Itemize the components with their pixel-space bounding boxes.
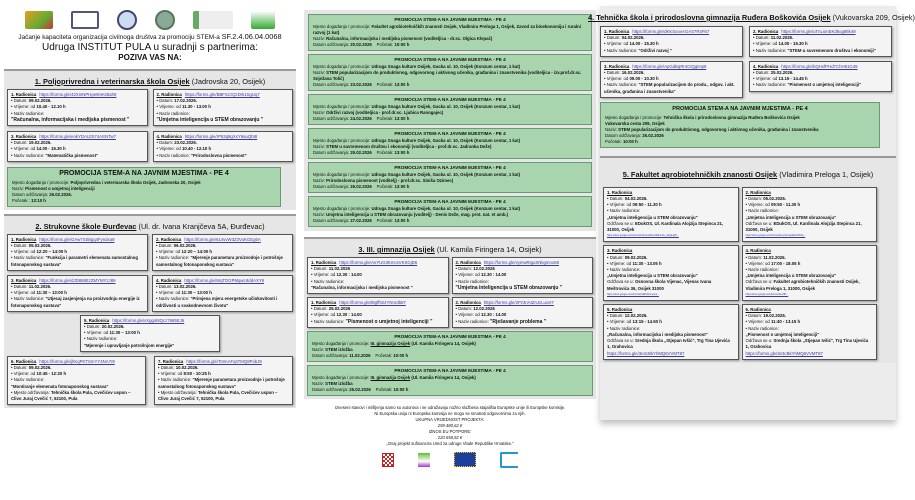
promo-box: PROMOCIJA STEM-A NA JAVNIM MJESTIMA - PE 4 Mjesto događanja / promocije: Tehnička škola i prirodoslovna gimnazija Ruđera Boškovića Osijek Vukovarska cesta 209, Osijek Naziv: STEM popularizacijom do produktivnog, odgovornog i aktivnog učenika, građanina i znanstvenika Datum održavanja: 26.02.2026 Početak: 10:00 h [600,102,880,148]
registration-link[interactable]: https://docs.google.com/forms/d/1aHH... [745,292,789,296]
promo-box: PROMOCIJA STEM-A NA JAVNIM MJESTIMA - PE 4 Mjesto događanja / promocije: III. gimnazija Osijek (Ul. Kamila Firingera 14, Osijek) Naziv: STEM izložba Datum održavanja: 25.02.2026 Početak: 10:00 h [307,365,593,396]
funding-footer [304,405,596,468]
school-section-2 [4,214,296,408]
round-school-logo [117,10,137,30]
organizer-line: Udruga INSTITUT PULA u suradnji s partnerima: [41,42,258,53]
registration-link[interactable]: https://forms.gle/xXgg4i8Qcz7665EJ6 [112,317,185,323]
registration-link[interactable]: https://docs.google.com/forms/d/1oeLtKxwj4baUtr5GQ... [745,234,806,238]
workshop-card: 5. Radionica • Datum: 12.02.2026. • Vrijeme: od 13:15 - 14.50 h • Naziv radionice: „Računalna, informacijska i medijska pismenost" Održava se u: Srednja škola „Stjepan Ivšić", Trg Tina Ujevića 1, Orahovica https://forms.gle/3e3cBkYhMQ6VVMT87 [603,304,739,360]
registration-link[interactable]: https://forms.gle/rP53q9gXxY9auQbt8 [184,134,258,140]
djurdjevac-school-logo [155,10,175,30]
registration-link[interactable]: https://forms.gle/614vvW3Z3VoKGEg6A [184,236,261,242]
workshop-card: 5. Radionica https://forms.gle/xXgg4i8Qcz7665EJ6 • Datum: 20.02.2026. • Vrijeme: od 11:30 – 13:00 h • Naziv radionice: "Mjerenje i upravljanje potrošnjom energije" [80,315,220,352]
eu-support-label: IZNOS EU POTPORE: [428,428,472,434]
registration-link[interactable]: https://forms.gle/dJD868EzZMYMYzJ89 [39,277,116,283]
workshop-card: 4. Radionica https://forms.gle/WqTDGPMqwL9ddAXY9 • Datum: 13.02.2026. • Vrijeme: od 11:30 – 13:00 h • Naziv radionice: "Primjena mjera energetske učinkovitosti i održivosti u svakodnevnom životu" [152,275,293,312]
workshop-card: 6. Radionica • Datum: 19.02.2026. • Vrijeme: od 11:40 - 13.15 h • Naziv radionice: „Pismenost o umjetnoj inteligenciji" Održava se u: Srednja škola „Stjepan Ivšić", Trg Tina Ujevića 1, Orahovica https://forms.gle/3e3cBkYhMQ6VVMT87 [742,304,878,360]
registration-link[interactable]: https://forms.gle/3e3cBkYhMQ6VVMT87 [745,350,823,356]
workshop-card: 3. Radionica https://forms.gle/ApGdBqRr4CtQgtHp8 • Datum: 16.02.2026. • Vrijeme: od 09.00 - 10.30 h • Naziv radionice: "STEM popularizacijom do produ., odgov. i akt. učenika, građanina i znanstvenika" [600,61,743,98]
registration-link[interactable]: https://forms.gle/eokYDAUz574ASNTw7 [39,134,116,140]
school-section-3 [304,237,596,399]
registration-link[interactable]: https://forms.gle/Tc8AAFqsTMQ8PobJ9 [186,358,262,364]
eu-flag-logo [454,452,476,467]
registration-link[interactable]: https://docs.google.com/forms/d/1AmtuwRmLbMbmSn_wkQaJgKl... [607,234,679,238]
workshop-card: 7. Radionica https://forms.gle/Tc8AAFqsTMQ8PobJ9 • Datum: 10.02.2026. • Vrijeme: od 8:50 - 10:25 h • Naziv radionice: "Mjerenje parametara proizvodnje i potrošnje samostalnog fotonaponskog sustava" • Mjesto održavanja: Tehnička škola Pula, Cvečićev uspon – Clivo Juraj Cvečić 7, 52100, Pula [154,356,293,405]
promo-box: PROMOCIJA STEM-A NA JAVNIM MJESTIMA - PE 4 Mjesto događanja / promocije: Poljoprivredna i veterinarska škola Osijek, Jadrovska 20, Osijek Naziv: Pismenost o umjetnoj inteligenciji Datum održavanja: 26.02.2026. Početak : 13:10 h [7,167,281,207]
registration-link[interactable]: https://forms.gle/bQHvfPHd7ChH81G49 [781,63,858,69]
workshop-card: 4. Radionica https://forms.gle/rP53q9gXxY9auQbt8 • Datum: 23.02.2026. • Vrijeme: od 10.40 - 12.10 h • Naziv radionice: "Prirodoslovna pismenost" [153,131,294,162]
school-title: 5. Fakultet agrobiotehničkih znanosti Osijek (Vladimira Preloga 1, Osijek) [622,169,874,179]
school-title: 1. Poljoprivredna i veterinarska škola Osijek (Jadrovska 20, Osijek) [34,77,266,86]
registration-link[interactable]: https://forms.gle/2Pz3nAtZnJcLuxvt7 [483,300,554,306]
partner-logos [4,0,296,32]
total-value-label: UKUPNA VRIJEDNOST PROJEKTA: [415,416,485,422]
registration-link[interactable]: https://forms.gle/dKKSoovAGAS7R4F67 [632,29,710,34]
workshop-card: 6. Radionica https://forms.gle/jhKqPKTSmYY4NA7r8 • Datum: 09.02.2026. • Vrijeme: od 10:45 - 12:20 h • Naziv radionice: "Montiranje elemenata fotonaponskog sustava" • Mjesto održavanja: Tehnička škola Pula, Cvečićev uspon – Clivo Juraj Cvečić 7, 52100, Pula [7,356,146,405]
school-title: 4. Tehnička škola i prirodoslovna gimnazija Ruđera Boškovića Osijek (Vukovarska 209, Osijek) [588,13,915,22]
registration-link[interactable]: https://forms.gle/42XmNPHpe9mKrBah9 [39,92,117,97]
esf-logo [418,453,430,467]
poster-page-1 [0,0,300,500]
registration-link[interactable]: https://forms.gle/ApGdBqRr4CtQgtHp8 [632,63,707,69]
promo-box: PROMOCIJA STEM-A NA JAVNIM MJESTIMA - PE 4 Mjesto događanja / promocije: III. gimnazija Osijek (Ul. Kamila Firingera 14, Osijek) Naziv: STEM izložba Datum održavanja: 11.02.2026 Početak: 10:00 h [307,331,593,362]
promo-box: PROMOCIJA STEM-A NA JAVNIM MJESTIMA - PE 4 Mjesto događanja / promocije: Udruga Snaga kulture Osijek, Gacka ul. 10, Osijek (Konzum centar, 1 kat) Naziv: STEM popularizacijom do produktivnog, odgovornog i aktivnog učenika, građanina i znanstvenika (voditeljica - izv.prof.dr.sc. Snježana Tolić) Datum održavanja: 23.02.2026 Početak: 13:00 h [308,54,592,91]
promo-box: PROMOCIJA STEM-A NA JAVNIM MJESTIMA - PE 4 Mjesto događanja / promocije: Udruga Snaga kulture Osijek, Gacka ul. 10, Osijek (Konzum centar, 1 kat) Naziv: Umjetna inteligencija u STEM obrazovanju (voditelj) - Denis Deže, mag. prot. nat. et amb.) Datum održavanja: 27.02.2026 Početak: 13:00 h [308,196,592,227]
registration-link[interactable]: https://forms.gle/BBFSzzQzDrk1SgUq7 [184,92,260,97]
school-section-1 [4,69,296,210]
disclaimer: Izneseni stavovi i mišljenja samo su autorova i ne odražavaju nužno službena stajališta Europske unije ili Europske komisije. [334,404,566,410]
workshop-card: 3. Radionica • Datum: 09.02.2026. • Vrijeme: od 11:30 - 13.05 h • Naziv radionice: „Umjetna inteligencija u STEM obrazovanju" Održava se u: Osnovna škola Vijenac, Vijenac Ivana Meštrovića 36, Osijek 31000 https://docs.google.com/forms/d/1EHeNcneami... [603,245,739,301]
registration-link[interactable]: https://forms.gle/WqTDGPMqwL9ddAXY9 [184,277,265,283]
fakultet-agrobiotehnickih-logo [251,11,275,29]
workshop-card: 4. Radionica https://forms.gle/bQHvfPHd7ChH81G49 • Datum: 25.02.2026. • Vrijeme: od 13.15 - 14.45 h • Naziv radionice: "Pismenost o umjetnoj inteligenciji" [749,61,892,92]
workshop-card: 2. Radionica https://forms.gle/uTnLsmEKd5og85k49 • Datum: 11.02.2026. • Vrijeme: od 14.00 - 15.30 h • Naziv radionice: "STEM u suvremenom društvu i ekonomiji" [749,26,892,57]
school-section-5 [600,156,896,363]
registration-link[interactable]: https://forms.gle/t8gff924YNnrd587 [339,300,406,306]
registration-link[interactable]: https://forms.gle/uTnLsmEKd5og85k49 [781,29,856,34]
tehnicka-skola-logo [193,11,233,29]
workshop-card: 1. Radionica https://forms.gle/GAw7SS8gq4Fyndxa9 • Datum: 05.02.2026. • Vrijeme: od 12:20 – 14:00 h • Naziv radionice: "Funkcija i parametri elemenata samostalnog fotonaponskog sustava" [7,234,148,271]
workshop-card: 1. Radionica https://forms.gle/42XmNPHpe9mKrBah9 • Datum: 09.02.2026. • Vrijeme: od 10.40 - 12.10 h • Naziv radionice: "Računalna, informacijska i medijska pismenost " [7,89,148,126]
registration-link[interactable]: https://forms.gle/jhKqPKTSmYY4NA7r8 [39,358,115,364]
eu-support-value: 220.558,52 € [437,434,463,440]
school-title: 2. Strukovne škole Đurđevac (Ul. dr. Ivana Kranjčeva 5A, Đurđevac) [35,221,265,231]
workshop-card: 1. Radionica https://forms.gle/t8gff924YNnrd587 • Datum: 25.02.2026 • Vrijeme: od 12.30 : 14.00 • Naziv radionice: "Pismenost o umjetnoj inteligenciji " [307,297,449,328]
project-code: SF.2.4.06.04.0068 [221,32,282,41]
project-title: Jačanje kapaciteta organizacija civilnoga društva za promociju STEM-a [18,34,220,41]
registration-link[interactable]: https://forms.gle/3e3cBkYhMQ6VVMT87 [607,350,685,356]
poster-page-3 [588,0,915,500]
project-title-line [4,32,296,41]
workshop-card: 2. Radionica https://forms.gle/BBFSzzQzDrk1SgUq7 • Datum: 17.02.2026. • Vrijeme: od 11.30 - 13.00 h • Naziv radionice: "Umjetna inteligencija u STEM obrazovanju " [153,89,294,126]
institut-logo [25,11,53,29]
promo-list [304,10,596,231]
invitation-heading: POZIVA VAS NA: [118,53,182,62]
registration-link[interactable]: https://forms.gle/GAw7SS8gq4Fyndxa9 [39,236,115,242]
total-value: 259.480,62 € [437,422,463,428]
disclaimer: Ni Europska unija ni Europska komisija ne mogu se smatrati odgovornima za njih. [374,410,526,416]
workshop-card: 4. Radionica • Datum: 11.02.2026. • Vrijeme: od 17:00 - 18.05 h • Naziv radionice: „Umjetna inteligencija u STEM obrazovanju" Održava se u: Fakultet agrobiotehničkih znanosti Osijek, Vladimira Preloga 1, 31000, Osijek https://docs.google.com/forms/d/1aHH... [742,245,878,301]
workshop-card: 2. Radionica • Datum: 05.02.2026. • Vrijeme: od 09:50 - 11.30 h • Naziv radionice: „Umjetna inteligencija u STEM obrazovanju" Održava se u: EDukOS, Ul. Kardinala Alojzija Stepinca 21, 31000, Osijek https://docs.google.com/forms/d/1oeLtKxwj4baUtr5GQ... [742,187,878,243]
vlada-rh-logo [382,453,394,467]
workshop-card: 3. Radionica https://forms.gle/eokYDAUz574ASNTw7 • Datum: 19.02.2026. • Vrijeme: od 14.00 - 15.30 h • Naziv radionice: "Matematička pismenost" [7,131,148,162]
nacionalna-zaklada-logo [500,452,518,468]
promo-box: PROMOCIJA STEM-A NA JAVNIM MJESTIMA - PE 4 Mjesto događanja / promocije: Udruga Snaga kulture Osijek, Gacka ul. 10, Osijek (Konzum centar, 1 kat) Naziv: Održivi razvoj (voditeljica - prof.dr.sc. Ljubica Ranogajec) Datum održavanja: 24.02.2026 Početak: 13:00 h [308,94,592,125]
workshop-card: 1. Radionica • Datum: 04.02.2026. • Vrijeme: od 09:50 - 11.30 h • Naziv radionice: „Umjetna inteligencija u STEM obrazovanju" Održava se u: EDukOS, Ul. Kardinala Alojzija Stepinca 21, 31000, Osijek https://docs.google.com/forms/d/1AmtuwRmLbMbmSn_wkQaJgKl... [603,187,739,243]
school-title: 3. III. gimnazija Osijek (Ul. Kamila Firingera 14, Osijek) [358,245,542,254]
poster-page-2 [300,0,600,500]
workshop-card: 2. Radionica https://forms.gle/614vvW3Z3VoKGEg6A • Datum: 06.02.2026. • Vrijeme: od 12:20 – 14:00 h • Naziv radionice: "Mjerenje parametara proizvodnje i potrošnje samostalnog fotonaponskog sustava" [152,234,293,271]
promo-box: PROMOCIJA STEM-A NA JAVNIM MJESTIMA - PE 4 Mjesto događanja / promocije: Fakultet agrobiotehničkih znanosti Osijek, Vladimira Preloga 1, Osijek, Zavod za bioekonomiju i ruralni razvoj (1 kat) Naziv: Računalna, informacijska i medijska pismenost (voditeljica - dr.sc. Olgica Klepač) Datum održavanja: 20.02.2026 Početak: 10:00 h [308,14,592,51]
workshop-card: 1. Radionica https://forms.gle/dKKSoovAGAS7R4F67 • Datum: 04.02.2026. • Vrijeme: od 14.00 - 15.30 h • Naziv radionice: "Održivi razvoj " [600,26,743,57]
workshop-card: 1. Radionica https://forms.gle/AeYUG3KmcsVKSGjD6 • Datum: 11.02.2026 • Vrijeme: od 12.30 : 14.00 • Naziv radionice: "Računalna, informacijska i medijska pismenost " [307,257,449,294]
workshop-card: 2. Radionica https://forms.gle/xymwRiguSNkgmno59 • Datum: 12.02.2026 • Vrijeme: od 12.30 : 14.00 • Naziv radionice: "Umjetna inteligencija u STEM obrazovanju " [452,257,594,294]
workshop-card: 2. Radionica https://forms.gle/2Pz3nAtZnJcLuxvt7 • Datum: 12.02.2026 • Vrijeme: od 12.30 : 14.00 • Naziv radionice: "Rješavanje problema " [452,297,594,328]
registration-link[interactable]: https://docs.google.com/forms/d/1EHeNcneami... [607,292,659,296]
workshop-card: 3. Radionica https://forms.gle/dJD868EzZMYMYzJ89 • Datum: 11.02.2026. • Vrijeme: od 11:30 – 13:00 h • Naziv radionice: "Utjecaj zasjenjenja na proizvodnju energije iz fotonaponskog sustava" [7,275,148,312]
promo-box: PROMOCIJA STEM-A NA JAVNIM MJESTIMA - PE 4 Mjesto događanja / promocije: Udruga Snaga kulture Osijek, Gacka ul. 10, Osijek (Konzum centar, 1 kat) Naziv: STEM u suvremenom društvu i ekonomiji (voditeljica - prof.dr.sc. Jadranka Deže) Datum održavanja: 25.02.2026 Početak: 13:00 h [308,128,592,159]
iii-gimnazija-logo [71,11,99,29]
registration-link[interactable]: https://forms.gle/xymwRiguSNkgmno59 [483,260,560,265]
promo-box: PROMOCIJA STEM-A NA JAVNIM MJESTIMA - PE 4 Mjesto događanja / promocije: Udruga Snaga kulture Osijek, Gacka ul. 10, Osijek (Konzum centar, 1 kat) Naziv: Prirodoslovna pismenost (voditelj) - prof.dr.sc. Siniša Ozimec) Datum održavanja: 26.02.2026 Početak: 13:00 h [308,162,592,193]
registration-link[interactable]: https://forms.gle/AeYUG3KmcsVKSGjD6 [339,260,418,265]
cofinance-note: „Ovaj projekt sufinancira Ured za udruge Vlade Republike Hrvatske." [386,440,514,446]
